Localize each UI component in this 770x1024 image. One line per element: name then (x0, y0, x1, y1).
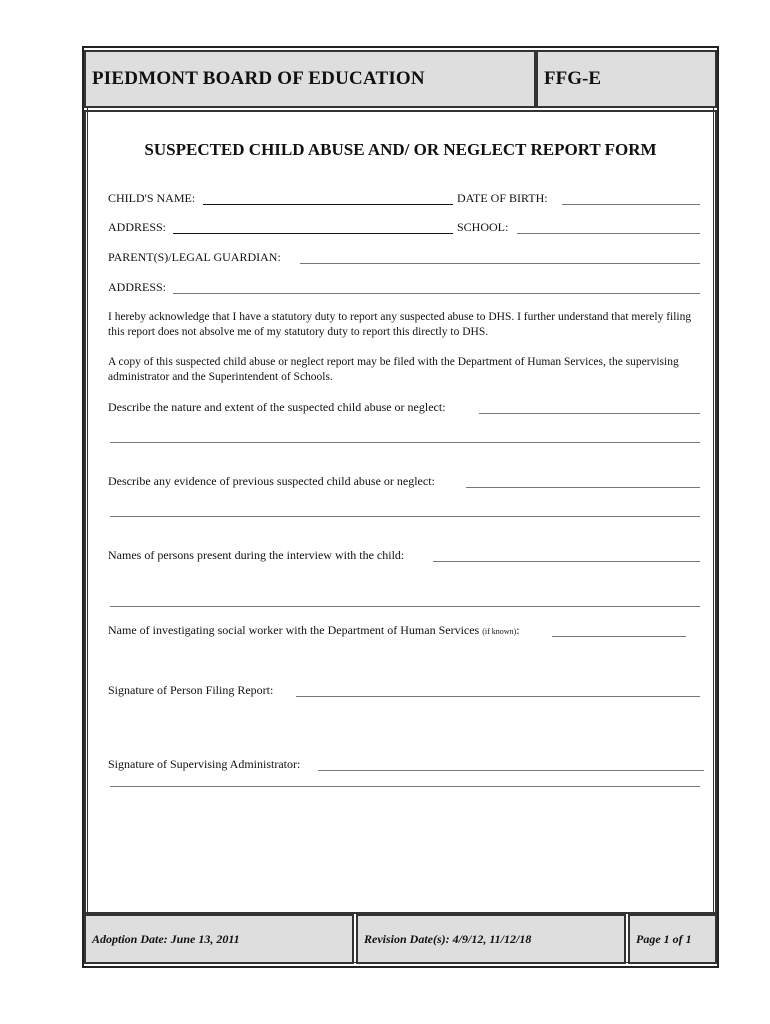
form-title: SUSPECTED CHILD ABUSE AND/ OR NEGLECT REPORT FORM (144, 140, 657, 159)
previous-evidence-field[interactable] (466, 487, 700, 488)
school-label: SCHOOL: (457, 220, 509, 234)
signature-admin-field[interactable] (318, 770, 704, 771)
signature-admin-field-line2[interactable] (110, 786, 700, 787)
page-number: Page 1 of 1 (628, 914, 717, 964)
copy-note-text: A copy of this suspected child abuse or neglect report may be filed with the Department of Human Services, the supervising administrator and the Superintendent of Schools. (108, 356, 679, 383)
adoption-date: Adoption Date: June 13, 2011 (84, 914, 354, 964)
previous-evidence-field-line2[interactable] (110, 516, 700, 517)
childs-name-field[interactable] (203, 204, 453, 205)
parent-guardian-field[interactable] (300, 263, 700, 264)
nature-extent-label: Describe the nature and extent of the suspected child abuse or neglect: (108, 400, 446, 414)
address-field[interactable] (173, 233, 453, 234)
school-field[interactable] (517, 233, 700, 234)
date-of-birth-field[interactable] (562, 204, 700, 205)
parent-address-label: ADDRESS: (108, 280, 167, 294)
persons-present-field-line2[interactable] (110, 606, 700, 607)
persons-present-label: Names of persons present during the interview with the child: (108, 548, 405, 562)
policy-code: FFG-E (536, 50, 717, 108)
form-body (84, 110, 717, 914)
nature-extent-field[interactable] (479, 413, 700, 414)
social-worker-field[interactable] (552, 636, 686, 637)
parent-guardian-label: PARENT(S)/LEGAL GUARDIAN: (108, 250, 281, 264)
signature-filer-field[interactable] (296, 696, 700, 697)
social-worker-note: (if known) (482, 627, 517, 636)
persons-present-field[interactable] (433, 561, 700, 562)
revision-dates: Revision Date(s): 4/9/12, 11/12/18 (356, 914, 626, 964)
signature-filer-label: Signature of Person Filing Report: (108, 683, 274, 697)
nature-extent-field-line2[interactable] (110, 442, 700, 443)
social-worker-label: Name of investigating social worker with the Department of Human Services (if known): (108, 623, 520, 637)
address-label: ADDRESS: (108, 220, 167, 234)
signature-admin-label: Signature of Supervising Administrator: (108, 757, 301, 771)
organization-header: PIEDMONT BOARD OF EDUCATION (84, 50, 536, 108)
previous-evidence-label: Describe any evidence of previous suspected child abuse or neglect: (108, 474, 435, 488)
childs-name-label: CHILD'S NAME: (108, 191, 196, 205)
parent-address-field[interactable] (173, 293, 700, 294)
acknowledgement-text: I hereby acknowledge that I have a statutory duty to report any suspected abuse to DHS. I further understand that merely filing this report does not absolve me of my statutory duty to report this directly to DHS. (108, 311, 692, 338)
date-of-birth-label: DATE OF BIRTH: (457, 191, 548, 205)
